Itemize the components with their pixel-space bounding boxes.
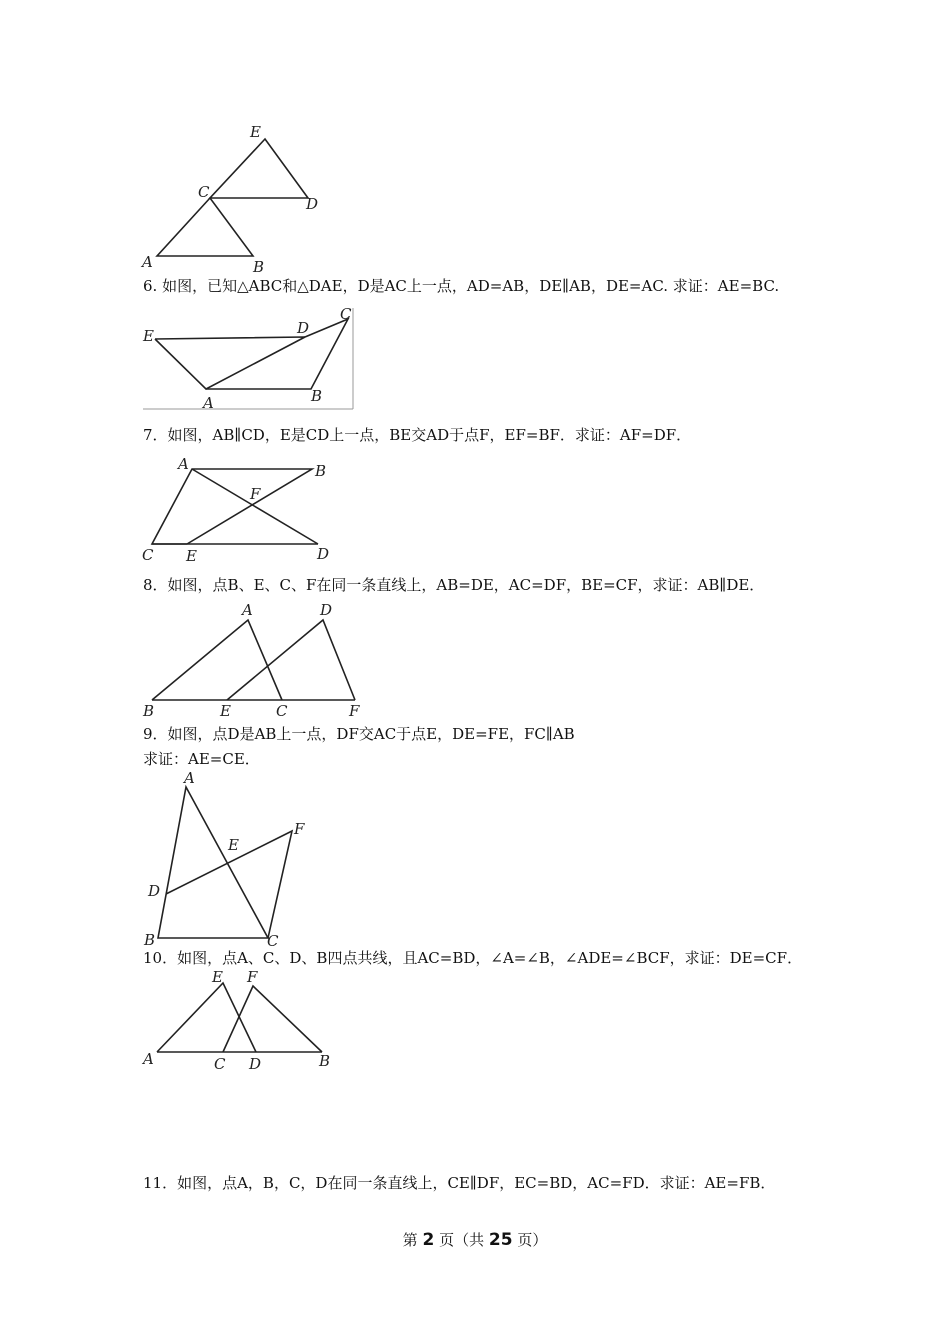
label-e: E [143, 327, 154, 345]
label-a: A [203, 394, 214, 412]
question-9-line-1: 9．如图，点D是AB上一点，DF交AC于点E，DE=FE，FC∥AB [143, 725, 575, 743]
figure-q6 [135, 303, 360, 413]
label-e: E [228, 836, 239, 854]
label-b: B [319, 1052, 331, 1070]
label-b: B [144, 931, 156, 949]
label-b: B [143, 702, 155, 720]
label-f: F [247, 968, 258, 986]
triangle-abc [158, 787, 268, 938]
question-8: 8．如图，点B、E、C、F在同一条直线上，AB=DE，AC=DF，BE=CF，求证：AB∥DE． [143, 576, 765, 594]
footer-page-number: 2 [422, 1230, 435, 1250]
footer-suffix: 页） [517, 1231, 548, 1249]
segment-e-d-f [227, 620, 355, 700]
label-e: E [250, 123, 261, 141]
footer-prefix: 第 [402, 1231, 418, 1249]
figure-q5 [130, 115, 330, 280]
label-b: B [315, 462, 327, 480]
label-e: E [220, 702, 231, 720]
footer-page-total: 25 [488, 1230, 513, 1250]
label-a: A [143, 1050, 154, 1068]
label-d: D [320, 601, 333, 619]
label-e: E [186, 547, 197, 565]
label-b: B [311, 387, 323, 405]
figure-q7 [135, 452, 345, 564]
label-c: C [340, 305, 352, 323]
label-a: A [184, 769, 195, 787]
label-c: C [214, 1055, 226, 1073]
label-f: F [294, 820, 305, 838]
trapezoid-abdc-lines [152, 469, 312, 544]
label-a: A [242, 601, 253, 619]
figure-q8 [135, 600, 375, 720]
question-11: 11．如图，点A，B，C，D在同一条直线上，CE∥DF，EC=BD，AC=FD．求证：AE=FB． [143, 1174, 776, 1192]
page-footer [0, 1229, 950, 1250]
label-d: D [249, 1055, 262, 1073]
label-d: D [297, 319, 310, 337]
label-e: E [212, 968, 223, 986]
label-a: A [142, 253, 153, 271]
figure-q10 [135, 965, 340, 1077]
label-d: D [306, 195, 319, 213]
question-6: 6. 如图，已知△ABC和△DAE，D是AC上一点，AD=AB，DE∥AB，DE=AC. 求证：AE=BC. [143, 277, 780, 295]
label-c: C [276, 702, 288, 720]
question-9-line-2: 求证：AE=CE． [143, 750, 260, 768]
triangle-ecd [210, 139, 308, 198]
segment-b-a-c [152, 620, 282, 700]
label-a: A [178, 455, 189, 473]
question-7: 7．如图，AB∥CD，E是CD上一点，BE交AD于点F，EF=BF．求证：AF=DF． [143, 426, 692, 444]
segment-a-d [192, 469, 318, 544]
label-d: D [148, 882, 161, 900]
label-c: C [142, 546, 154, 564]
label-f: F [349, 702, 360, 720]
label-c: C [198, 183, 210, 201]
segment-a-e-d [157, 983, 256, 1052]
segment-c-f-b [223, 986, 322, 1052]
label-c: C [267, 932, 279, 950]
triangle-acb [157, 198, 253, 256]
segment-e-d-a-e [155, 337, 305, 389]
label-d: D [317, 545, 330, 563]
label-b: B [253, 258, 265, 276]
question-10: 10．如图，点A、C、D、B四点共线，且AC=BD，∠A=∠B，∠ADE=∠BCF，求证：DE=CF． [143, 949, 803, 967]
figure-q9 [135, 768, 320, 950]
label-f: F [250, 485, 261, 503]
footer-middle: 页（共 [439, 1231, 485, 1249]
